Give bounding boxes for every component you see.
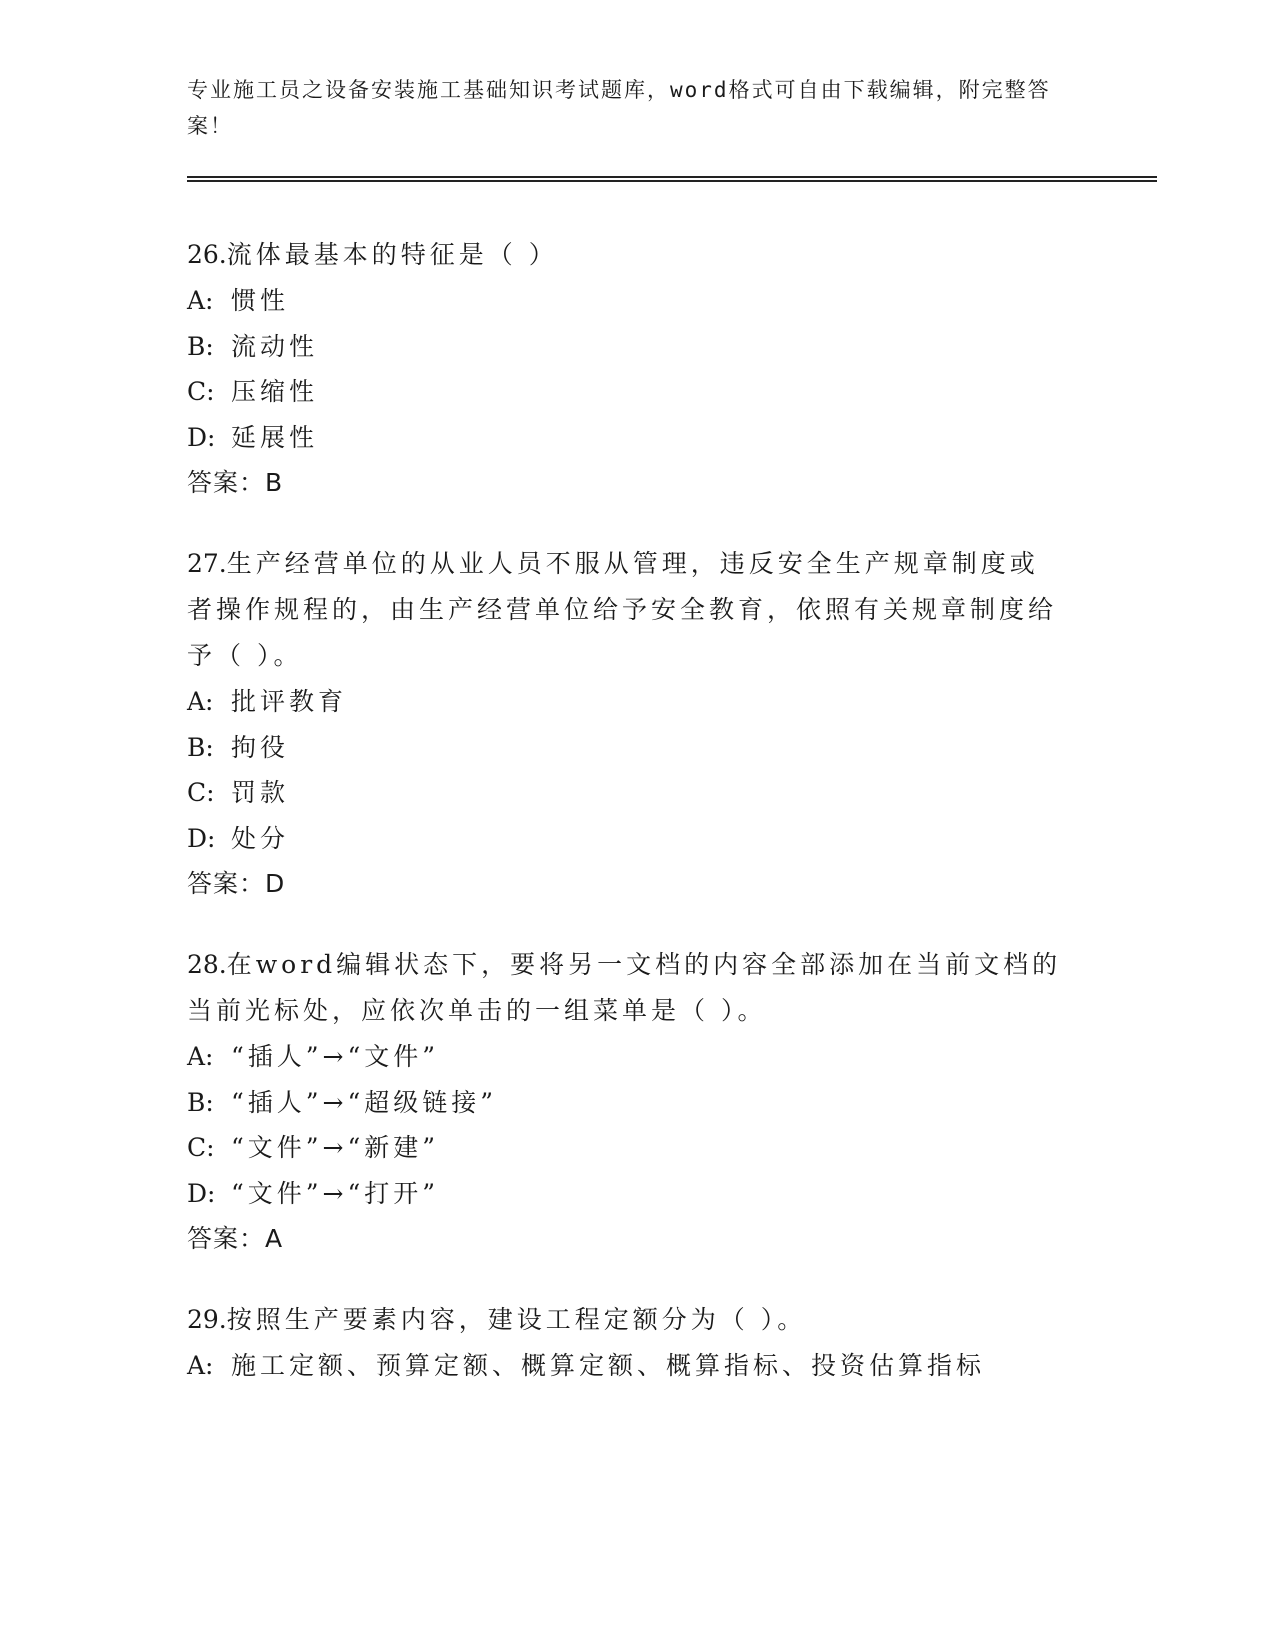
question-28 [187,942,1067,1262]
question-stem [187,541,1067,679]
option-key: C: [187,778,215,807]
question-29 [187,1297,1067,1389]
option-key: B: [187,732,214,762]
question-text: 在word编辑状态下，要将另一文档的内容全部添加在当前文档的当前光标处，应依次单击的一组菜单是（ ）。 [187,950,1062,1025]
answer: 答案：D [187,869,286,898]
option-text: “插人”→“超级链接” [231,1087,498,1117]
option-c [187,770,1067,816]
question-stem [187,232,1067,278]
option-a [187,1343,1067,1389]
option-key: A: [187,687,214,716]
document-header: 专业施工员之设备安装施工基础知识考试题库，word格式可自由下载编辑，附完整答案！ [187,78,1051,138]
question-text: 生产经营单位的从业人员不服从管理，违反安全生产规章制度或者操作规程的，由生产经营单位给予安全教育，依照有关规章制度给予（ ）。 [187,549,1058,670]
option-text: 施工定额、预算定额、概算定额、概算指标、投资估算指标 [231,1351,986,1380]
option-key: B: [187,1087,214,1117]
option-d [187,1171,1067,1217]
option-key: D: [187,422,216,452]
option-text: 处分 [231,823,290,853]
option-text: 批评教育 [231,687,348,716]
option-d [187,816,1067,862]
option-b [187,725,1067,771]
option-key: B: [187,331,214,361]
option-a [187,278,1067,324]
option-key: C: [187,1133,215,1162]
option-a [187,1034,1067,1080]
answer: 答案：A [187,1224,284,1253]
option-text: 拘役 [231,732,290,762]
option-d [187,415,1067,461]
question-number: 27. [187,549,227,578]
question-number: 26. [187,240,227,269]
question-stem [187,1297,1067,1343]
option-b [187,1080,1067,1126]
option-text: “插人”→“文件” [231,1042,440,1071]
option-b [187,324,1067,370]
answer: 答案：B [187,468,284,497]
option-text: “文件”→“新建” [231,1133,440,1162]
question-stem [187,942,1067,1034]
question-list [187,232,1067,1424]
question-number: 29. [187,1305,227,1334]
option-key: A: [187,1042,214,1071]
header-divider [187,176,1157,182]
option-key: A: [187,1351,214,1380]
option-text: 压缩性 [231,377,319,406]
question-number: 28. [187,950,227,979]
option-key: D: [187,823,216,853]
option-text: 惯性 [231,286,290,315]
option-key: D: [187,1178,216,1208]
option-text: 延展性 [231,422,319,452]
question-text: 按照生产要素内容，建设工程定额分为（ ）。 [226,1305,807,1334]
option-a [187,679,1067,725]
question-27 [187,541,1067,907]
option-key: C: [187,377,215,406]
option-key: A: [187,286,214,315]
option-c [187,1125,1067,1171]
question-26 [187,232,1067,506]
option-text: 罚款 [231,778,290,807]
option-c [187,369,1067,415]
option-text: 流动性 [231,331,319,361]
question-text: 流体最基本的特征是（ ） [226,240,558,269]
option-text: “文件”→“打开” [231,1178,440,1208]
